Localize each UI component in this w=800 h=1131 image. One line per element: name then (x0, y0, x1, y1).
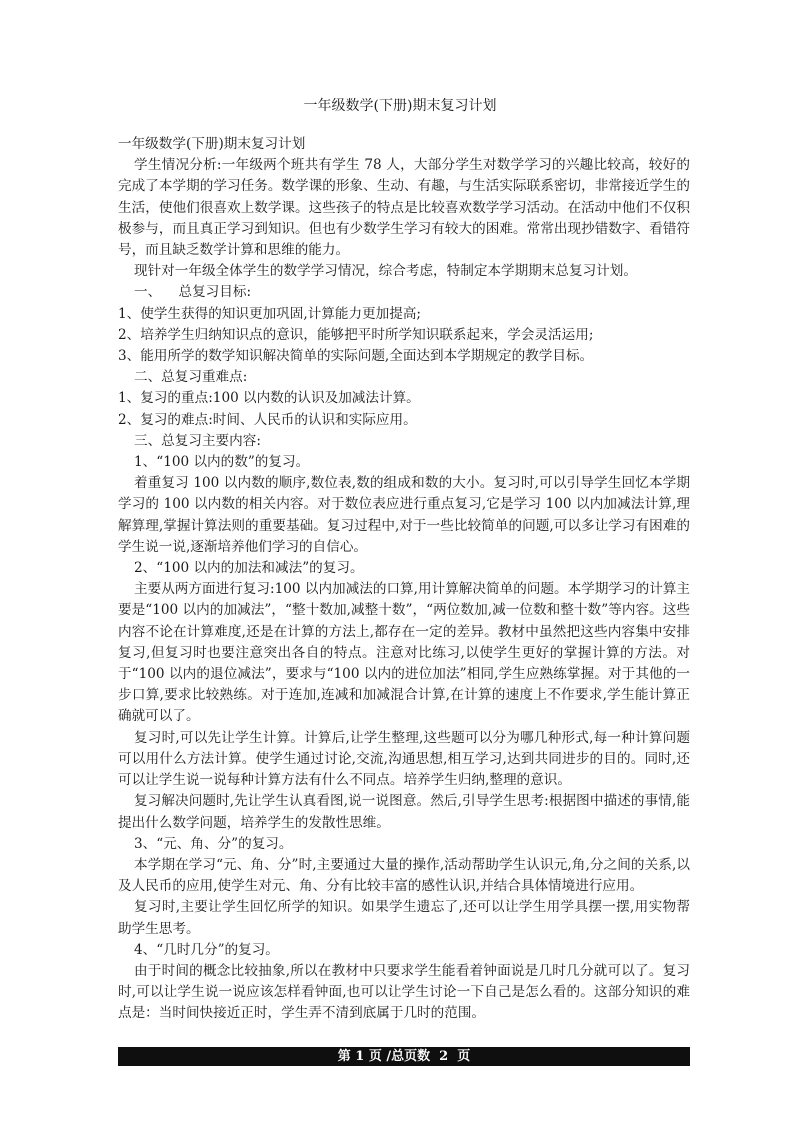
page-title: 一年级数学(下册)期末复习计划 (303, 98, 497, 114)
list-item-goal-1: 1、使学生获得的知识更加巩固,计算能力更加提高; (118, 305, 422, 322)
paragraph-currency-learning: 本学期在学习“元、角、分”时,主要通过大量的操作,活动帮助学生认识元,角,分之间的关系,以及人民币的应用,使学生对元、角、分有比较丰富的感性认识,并结合具体情境进行应用。 (118, 856, 690, 895)
heading-review-content: 三、总复习主要内容: (134, 432, 261, 449)
document-subtitle: 一年级数学(下册)期末复习计划 (118, 136, 306, 152)
heading-review-goals: 一、 总复习目标: (134, 284, 252, 301)
paragraph-calculation-review: 复习时,可以先让学生计算。计算后,让学生整理,这些题可以分为哪几种形式,每一种计算问题可以用什么方法计算。使学生通过讨论,交流,沟通思想,相互学习,达到共同进步的目的。同时,还可以让学生说一说每种计算方法有什么不同点。培养学生归纳,整理的意识。 (118, 729, 690, 789)
paragraph-problem-solving: 复习解决问题时,先让学生认真看图,说一说图意。然后,引导学生思考:根据图中描述的事情,能提出什么数学问题，培养学生的发散性思维。 (118, 793, 690, 831)
list-item-goal-3: 3、能用所学的数学知识解决简单的实际问题,全面达到本学期规定的教学目标。 (118, 348, 594, 365)
section-heading-currency: 3、“元、角、分”的复习。 (134, 835, 293, 852)
paragraph-numbers-review: 着重复习 100 以内数的顺序,数位表,数的组成和数的大小。复习时,可以引导学生回忆本学期学习的 100 以内数的相关内容。对于数位表应进行重点复习,它是学习 100 以内加减法计算,理解算理,掌握计算法则的重要基础。复习过程中,对于一些比较简单的问题,可以多让学习有困难的学生说一说,逐渐培养他们学习的自信心。 (118, 475, 690, 555)
section-heading-add-subtract: 2、“100 以内的加法和减法”的复习。 (134, 560, 364, 577)
list-item-key-point-2: 2、复习的难点:时间、人民币的认识和实际应用。 (118, 411, 417, 428)
paragraph-plan-intro: 现针对一年级全体学生的数学学习情况，综合考虑，特制定本学期期末总复习计划。 (134, 263, 637, 280)
section-heading-time: 4、“几时几分”的复习。 (134, 941, 279, 958)
paragraph-student-analysis: 学生情况分析:一年级两个班共有学生 78 人，大部分学生对数学学习的兴趣比较高，较好的完成了本学期的学习任务。数学课的形象、生动、有趣，与生活实际联系密切，非常接近学生的生活，使他们很喜欢上数学课。这些孩子的特点是比较喜欢数学学习活动。在活动中他们不仅积极参与，而且真正学习到知识。但也有少数学生学习有较大的困难。常常出现抄错数字、看错符号，而且缺乏数学计算和思维的能力。 (118, 157, 690, 259)
page-number-label: 第 1 页 /总页数 2 页 (337, 1049, 471, 1064)
list-item-goal-2: 2、培养学生归纳知识点的意识，能够把平时所学知识联系起来，学会灵活运用; (118, 326, 594, 343)
document-body (118, 134, 690, 1025)
paragraph-currency-review: 复习时,主要让学生回忆所学的知识。如果学生遗忘了,还可以让学生用学具摆一摆,用实物帮助学生思考。 (118, 899, 690, 937)
paragraph-time-review: 由于时间的概念比较抽象,所以在教材中只要求学生能看着钟面说是几时几分就可以了。复习时,可以让学生说一说应该怎样看钟面,也可以让学生讨论一下自己是怎么看的。这部分知识的难点是：当时间快接近正时，学生弄不清到底属于几时的范围。 (118, 962, 690, 1022)
heading-key-points: 二、总复习重难点: (134, 369, 248, 386)
page-footer (118, 1047, 690, 1066)
section-heading-numbers: 1、“100 以内的数”的复习。 (134, 454, 310, 471)
list-item-key-point-1: 1、复习的重点:100 以内数的认识及加减法计算。 (118, 390, 420, 407)
paragraph-add-subtract-review: 主要从两方面进行复习:100 以内加减法的口算,用计算解决简单的问题。本学期学习的计算主要是“100 以内的加减法”，“整十数加,减整十数”，“两位数加,减一位数和整十数”等内容。这些内容不论在计算难度,还是在计算的方法上,都存在一定的差异。教材中虽然把这些内容集中安排复习,但复习时也要注意突出各自的特点。注意对比练习,以使学生更好的掌握计算的方法。对于“100 以内的退位减法”，要求与“100 以内的进位加法”相同,学生应熟练掌握。对于其他的一步口算,要求比较熟练。对于连加,连减和加减混合计算,在计算的速度上不作要求,学生能计算正确就可以了。 (118, 581, 690, 725)
